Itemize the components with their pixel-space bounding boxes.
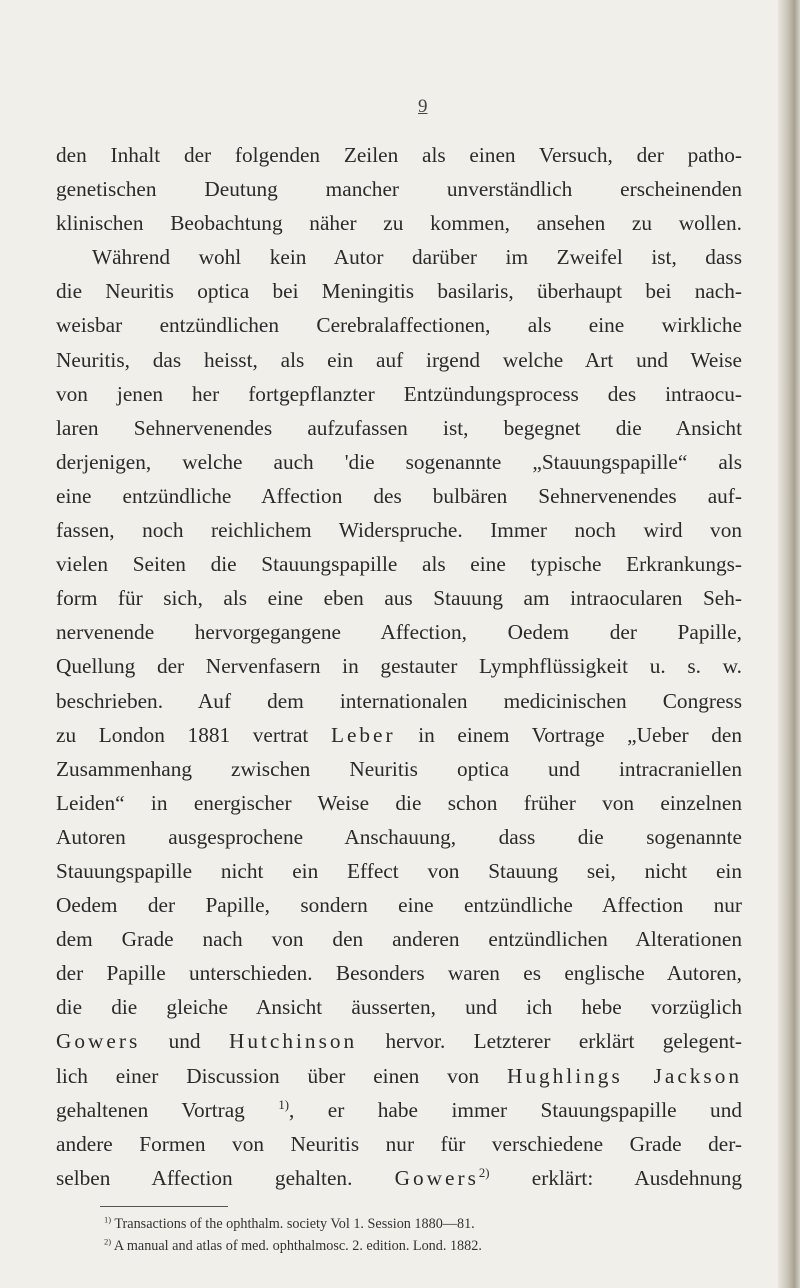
author-name-hughlings-jackson: Hughlings Jackson — [506, 1063, 743, 1088]
text-line: Während wohl kein Autor darüber im Zweifel ist, dass — [92, 245, 742, 270]
page-edge-shadow — [778, 0, 800, 1288]
text-fragment: gehaltenen Vortrag — [56, 1097, 245, 1122]
footnote-text: Transactions of the ophthalm. society Vol 1. Session 1880—81. — [114, 1216, 475, 1232]
text-fragment: hervor. Letzterer erklärt gelegent- — [385, 1029, 743, 1054]
author-name-gowers: Gowers — [394, 1165, 479, 1190]
text-line: fassen, noch reichlichem Widerspruche. Immer noch wird von — [56, 518, 742, 543]
text-line: klinischen Beobachtung näher zu kommen, ansehen zu wollen. — [56, 211, 742, 236]
text-line: dem Grade nach von den anderen entzündlichen Alterationen — [56, 927, 742, 952]
author-name-leber: Leber — [330, 722, 396, 747]
author-name-gowers: Gowers — [56, 1029, 141, 1054]
footnote-divider — [100, 1206, 228, 1207]
text-fragment: und — [168, 1029, 201, 1054]
footnote-text: A manual and atlas of med. ophthalmosc. 2. edition. Lond. 1882. — [113, 1238, 482, 1254]
footnotes — [104, 1213, 744, 1257]
text-line: Leiden“ in energischer Weise die schon früher von einzelnen — [56, 790, 742, 815]
text-line: laren Sehnervenendes aufzufassen ist, begegnet die Ansicht — [56, 415, 742, 440]
footnote-mark: 1) — [104, 1214, 112, 1225]
footnote-mark: 2) — [104, 1236, 112, 1247]
text-line: Zusammenhang zwischen Neuritis optica und intracraniellen — [56, 756, 742, 781]
text-line — [56, 1024, 742, 1058]
text-line: andere Formen von Neuritis nur für verschiedene Grade der- — [56, 1131, 742, 1156]
footnote-mark: 1) — [278, 1097, 289, 1112]
text-line: Neuritis, das heisst, als ein auf irgend welche Art und Weise — [56, 347, 742, 372]
footnote — [104, 1235, 744, 1257]
footnote — [104, 1213, 744, 1235]
text-line: eine entzündliche Affection des bulbären Sehnervenendes auf- — [56, 483, 742, 508]
text-line: Oedem der Papille, sondern eine entzündliche Affection nur — [56, 893, 742, 918]
text-line — [56, 1059, 742, 1093]
text-fragment: , er habe immer Stauungspapille und — [288, 1097, 743, 1122]
text-line — [56, 1093, 742, 1127]
text-fragment: zu London 1881 vertrat — [56, 722, 309, 747]
page-number: 9 — [418, 96, 428, 117]
text-line: Quellung der Nervenfasern in gestauter Lymphflüssigkeit u. s. w. — [56, 654, 742, 679]
text-line: Autoren ausgesprochene Anschauung, dass die sogenannte — [56, 824, 742, 849]
text-line: beschrieben. Auf dem internationalen medicinischen Congress — [56, 688, 742, 713]
text-fragment: erklärt: Ausdehnung — [531, 1165, 742, 1190]
text-line: der Papille unterschieden. Besonders waren es englische Autoren, — [56, 961, 742, 986]
text-line: form für sich, als eine eben aus Stauung am intraocularen Seh- — [56, 586, 742, 611]
text-line: weisbar entzündlichen Cerebralaffectionen, als eine wirkliche — [56, 313, 742, 338]
text-line — [56, 718, 742, 752]
text-line: derjenigen, welche auch 'die sogenannte „Stauungspapille“ als — [56, 449, 742, 474]
text-line: die die gleiche Ansicht äusserten, und ich hebe vorzüglich — [56, 995, 742, 1020]
text-line: genetischen Deutung mancher unverständlich erscheinenden — [56, 177, 742, 202]
text-line — [56, 1161, 742, 1195]
text-fragment: lich einer Discussion über einen von — [56, 1063, 480, 1088]
text-line: den Inhalt der folgenden Zeilen als einen Versuch, der patho- — [56, 143, 742, 167]
body-text — [56, 138, 742, 1195]
text-line: nervenende hervorgegangene Affection, Oedem der Papille, — [56, 620, 742, 645]
text-line: vielen Seiten die Stauungspapille als eine typische Erkrankungs- — [56, 552, 742, 577]
text-line: von jenen her fortgepflanzter Entzündungsprocess des intraocu- — [56, 381, 742, 406]
text-line: Stauungspapille nicht ein Effect von Stauung sei, nicht ein — [56, 858, 742, 883]
text-fragment: selben Affection gehalten. — [56, 1165, 353, 1190]
footnote-mark: 2) — [478, 1165, 490, 1180]
text-line: die Neuritis optica bei Meningitis basilaris, überhaupt bei nach- — [56, 279, 742, 304]
author-name-hutchinson: Hutchinson — [228, 1029, 358, 1054]
text-fragment: in einem Vortrage „Ueber den — [418, 722, 742, 747]
